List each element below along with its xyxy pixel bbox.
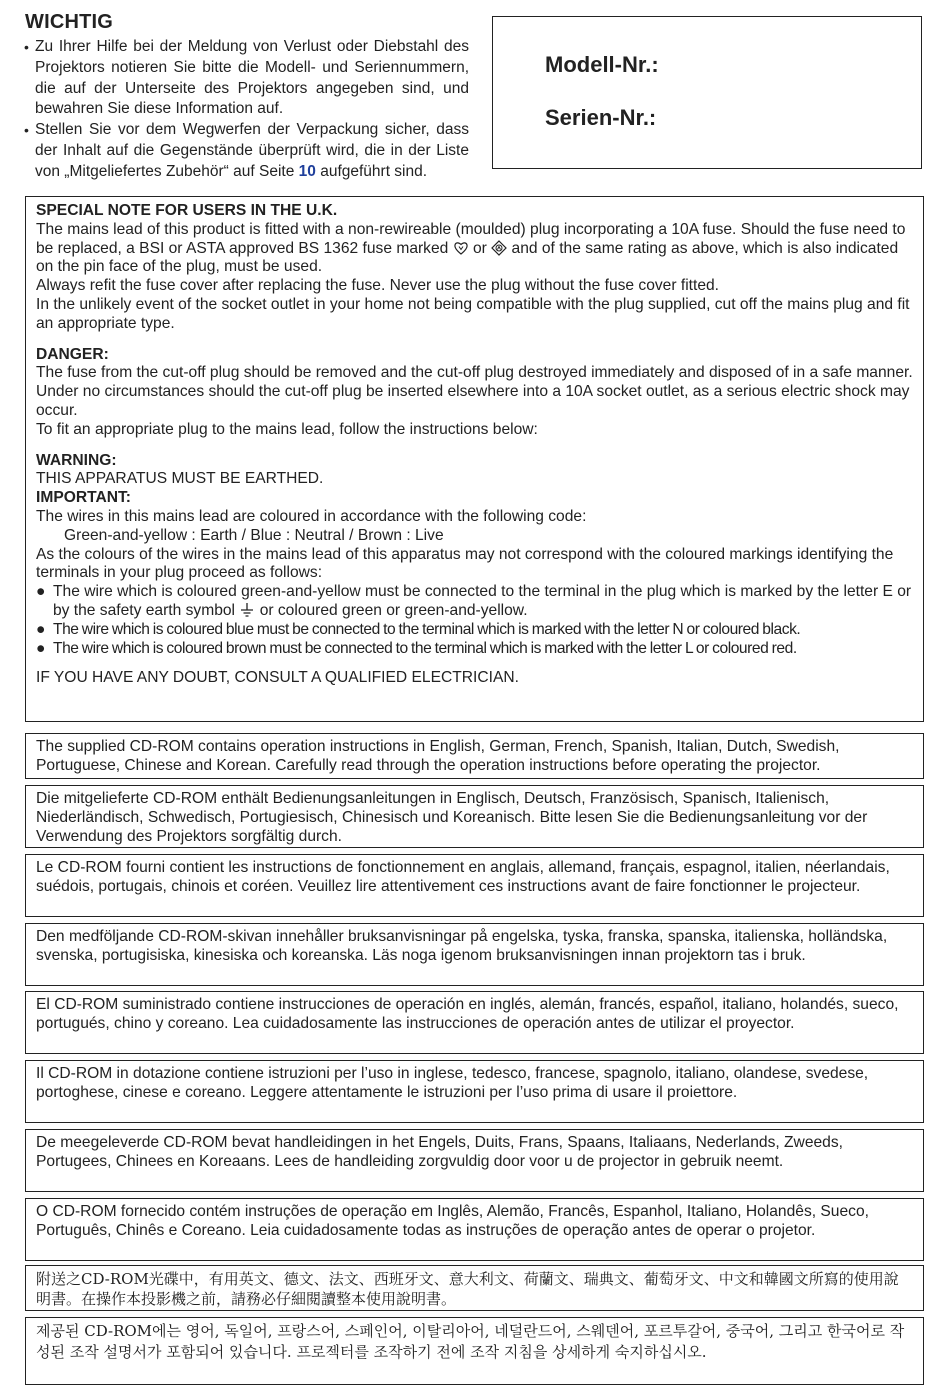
cdrom-note-portuguese bbox=[25, 1198, 924, 1261]
cdrom-note-dutch-text: De meegeleverde CD-ROM bevat handleidingen in het Engels, Duits, Frans, Spaans, Italiaans, Nederlands, Zweeds, Portugees, Chinees en Koreaans. Lees de handleiding zorgvuldig door voor u de projector in gebruik neemt. bbox=[36, 1134, 843, 1170]
wiring-bullet-neutral bbox=[36, 621, 913, 640]
wichtig-bullet-2-text: Stellen Sie vor dem Wegwerfen der Verpackung sicher, dass der Inhalt auf die Gegenstände überprüft wird, die in der Liste von „Mitgeliefertes Zubehör“ auf Seite bbox=[35, 121, 469, 180]
cdrom-note-french bbox=[25, 854, 924, 917]
wiring-bullet-earth bbox=[36, 583, 913, 621]
cdrom-note-german bbox=[25, 785, 924, 848]
cdrom-note-portuguese-text: O CD-ROM fornecido contém instruções de operação em Inglês, Alemão, Francês, Espanhol, Italiano, Holandês, Sueco, Português, Chinês e Coreano. Leia cuidadosamente todas as instruções de operação antes de operar o projetor. bbox=[36, 1203, 869, 1239]
cdrom-note-english bbox=[25, 733, 924, 779]
cdrom-note-dutch bbox=[25, 1129, 924, 1192]
danger-paragraph-2: Under no circumstances should the cut-off plug be inserted elsewhere into a 10A socket outlet, as a serious electric shock may occur. bbox=[36, 383, 910, 419]
cdrom-note-swedish-text: Den medföljande CD-ROM-skivan innehåller bruksanvisningar på engelska, tyska, franska, spanska, italienska, holländska, svenska, portugisiska, kinesiska och koreanska. Läs noga igenom bruksanvisningen innan projektorn tas i bruk. bbox=[36, 928, 888, 964]
uk-note-paragraph-2: Always refit the fuse cover after replacing the fuse. Never use the plug without the fuse cover fitted. bbox=[36, 277, 720, 295]
model-serial-box bbox=[492, 16, 922, 169]
danger-heading: DANGER: bbox=[36, 345, 109, 363]
important-heading: IMPORTANT: bbox=[36, 489, 131, 507]
cdrom-note-italian bbox=[25, 1060, 924, 1123]
bsi-kitemark-icon bbox=[453, 240, 469, 256]
wire-colour-code: Green-and-yellow : Earth / Blue : Neutral / Brown : Live bbox=[64, 526, 444, 544]
bullet-dot-icon: ● bbox=[36, 583, 46, 601]
cdrom-note-english-text: The supplied CD-ROM contains operation instructions in English, German, French, Spanish, Italian, Dutch, Swedish, Portuguese, Chinese and Korean. Carefully read through the operation instructions before operating the projector. bbox=[36, 738, 840, 774]
wichtig-bullet-2-tail: aufgeführt sind. bbox=[315, 162, 428, 180]
uk-note-p1-or: or bbox=[468, 239, 492, 257]
important-paragraph-1: The wires in this mains lead are coloured in accordance with the following code: bbox=[36, 507, 587, 525]
cdrom-note-french-text: Le CD-ROM fourni contient les instructions de fonctionnement en anglais, allemand, français, espagnol, italien, néerlandais, suédois, portugais, chinois et coréen. Veuillez lire attentivement ces instructions avant de faire fonctionner le projecteur. bbox=[36, 859, 890, 895]
serial-number-label: Serien-Nr.: bbox=[545, 105, 657, 130]
uk-note-paragraph-1 bbox=[36, 221, 913, 277]
cdrom-note-spanish bbox=[25, 991, 924, 1054]
cdrom-note-korean-text: 제공된 CD-ROM에는 영어, 독일어, 프랑스어, 스페인어, 이탈리아어, 네덜란드어, 스웨덴어, 포르투갈어, 중국어, 그리고 한국어로 작성된 조작 설명서가 포함되어 있습니다. 프로젝터를 조작하기 전에 조작 지침을 상세하게 숙지하십시오. bbox=[36, 1322, 905, 1361]
wiring-bullet-neutral-text: The wire which is coloured blue must be connected to the terminal which is marked with the letter N or coloured black. bbox=[53, 620, 801, 638]
uk-note-p1-start: The mains lead of this product is fitted with a non-rewireable (moulded) plug incorporating a 10A fuse. Should the fuse need to be replaced, a BSI or ASTA approved BS 1362 fuse marked bbox=[36, 220, 906, 257]
wichtig-bullet-2 bbox=[24, 120, 469, 182]
earth-symbol-icon bbox=[239, 602, 255, 618]
bullet-dot-icon: ● bbox=[36, 639, 45, 657]
cdrom-note-korean bbox=[25, 1317, 924, 1385]
warning-heading: WARNING: bbox=[36, 451, 117, 469]
wiring-bullet-live-text: The wire which is coloured brown must be connected to the terminal which is marked with the letter L or coloured red. bbox=[53, 639, 797, 657]
cdrom-note-german-text: Die mitgelieferte CD-ROM enthält Bedienungsanleitungen in Englisch, Deutsch, Französisch, Spanisch, Italienisch, Niederländisch, Schwedisch, Portugiesisch, Chinesisch und Koreanisch. Bitte lesen Sie die Bedienungsanleitung vor der Verwendung des Projektors sorgfältig durch. bbox=[36, 790, 868, 845]
wichtig-bullet-1 bbox=[24, 37, 469, 120]
wiring-bullet-earth-text: The wire which is coloured green-and-yellow must be connected to the terminal in the plug which is marked by the letter E or by the safety earth symbol bbox=[53, 583, 912, 619]
cdrom-note-swedish bbox=[25, 923, 924, 986]
uk-note-p1-end: and of the same rating as above, which is also indicated on the pin face of the plug, must be used. bbox=[36, 239, 899, 276]
uk-special-note-box bbox=[25, 196, 924, 722]
page-reference-link[interactable]: 10 bbox=[298, 162, 316, 180]
wiring-bullet-live bbox=[36, 640, 913, 659]
model-number-label: Modell-Nr.: bbox=[545, 52, 659, 77]
wiring-bullet-earth-end: or coloured green or green-and-yellow. bbox=[255, 601, 528, 619]
wichtig-heading: WICHTIG bbox=[25, 11, 114, 33]
uk-note-paragraph-3: In the unlikely event of the socket outlet in your home not being compatible with the plug supplied, cut off the mains plug and fit an appropriate type. bbox=[36, 295, 910, 332]
electrician-advice: IF YOU HAVE ANY DOUBT, CONSULT A QUALIFIED ELECTRICIAN. bbox=[36, 669, 519, 687]
wichtig-bullet-1-text: Zu Ihrer Hilfe bei der Meldung von Verlust oder Diebstahl des Projektors notieren Sie bitte die Modell- und Seriennummern, die auf der Unterseite des Projektors angegeben sind, und bewahren Sie diese Information auf. bbox=[35, 38, 469, 118]
bullet-dot-icon: ● bbox=[36, 620, 45, 638]
uk-note-heading: SPECIAL NOTE FOR USERS IN THE U.K. bbox=[36, 202, 338, 219]
cdrom-note-spanish-text: El CD-ROM suministrado contiene instrucciones de operación en inglés, alemán, francés, español, italiano, holandés, sueco, portugués, chino y coreano. Lea cuidadosamente las instrucciones de operación antes de utilizar el proyector. bbox=[36, 996, 899, 1032]
wichtig-list bbox=[24, 37, 469, 183]
cdrom-note-chinese bbox=[25, 1265, 924, 1311]
danger-paragraph-1: The fuse from the cut-off plug should be removed and the cut-off plug destroyed immediately and disposed of in a safe manner. bbox=[36, 364, 913, 382]
asta-mark-icon bbox=[491, 240, 507, 256]
cdrom-note-italian-text: Il CD-ROM in dotazione contiene istruzioni per l’uso in inglese, tedesco, francese, spagnolo, italiano, olandese, svedese, portoghese, cinese e coreano. Leggere attentamente le istruzioni per l’uso prima di usare il proiettore. bbox=[36, 1065, 869, 1101]
important-paragraph-2: As the colours of the wires in the mains lead of this apparatus may not correspond with the coloured markings identifying the terminals in your plug proceed as follows: bbox=[36, 545, 894, 582]
danger-paragraph-3: To fit an appropriate plug to the mains lead, follow the instructions below: bbox=[36, 420, 538, 438]
warning-text: THIS APPARATUS MUST BE EARTHED. bbox=[36, 470, 324, 488]
cdrom-note-chinese-text: 附送之CD-ROM光碟中，有用英文、德文、法文、西班牙文、意大利文、荷蘭文、瑞典文、葡萄牙文、中文和韓國文所寫的使用說明書。在操作本投影機之前，請務必仔細閱讀整本使用說明書。 bbox=[36, 1270, 899, 1308]
